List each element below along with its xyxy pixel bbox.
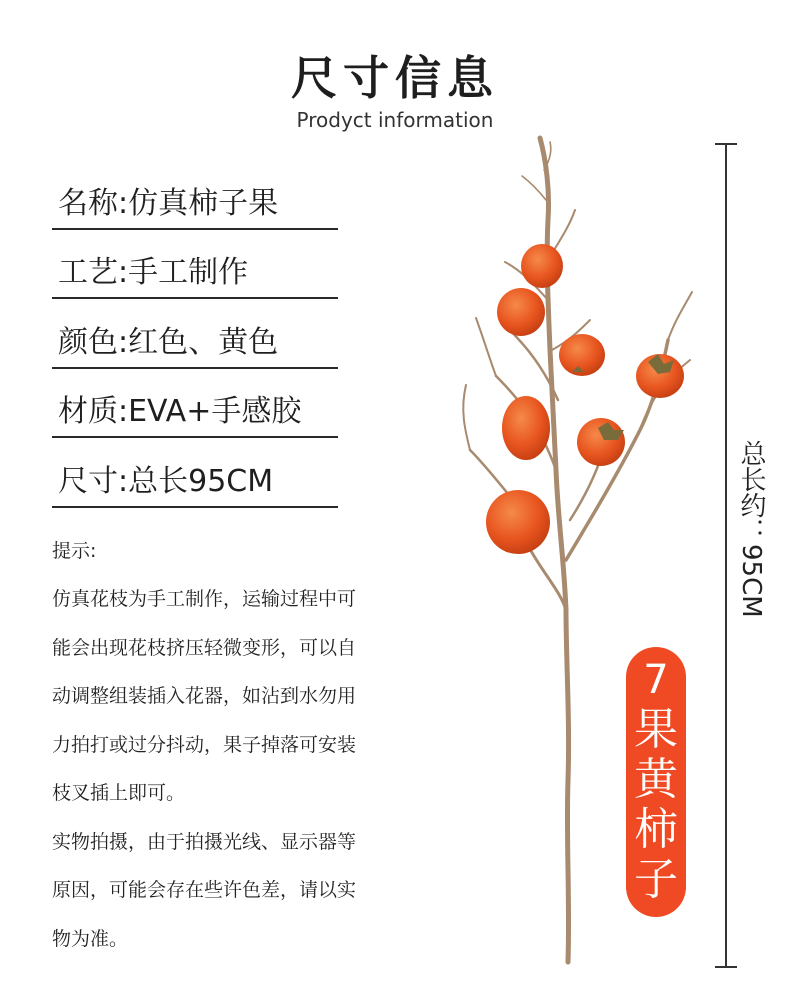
spec-row-name (52, 160, 338, 230)
notes-paragraph-color (52, 818, 452, 964)
spec-row-size (52, 438, 338, 508)
dimension-label-box (733, 440, 767, 640)
dimension-cap-top (715, 143, 737, 145)
spec-material: 材质:EVA+手感胶 (58, 394, 302, 429)
badge-count: 7 (643, 657, 669, 703)
badge-char: 柿 (634, 804, 678, 855)
spec-name: 名称:仿真柿子果 (58, 185, 279, 221)
spec-row-material (52, 369, 338, 439)
note-line: 枝叉插上即可。 (52, 782, 186, 804)
notes-heading: 提示: (52, 540, 97, 562)
spec-color: 颜色:红色、黄色 (58, 324, 279, 360)
badge-char: 黄 (634, 754, 678, 805)
note-line: 力拍打或过分抖动，果子掉落可安装 (52, 733, 357, 756)
badge-char: 子 (634, 854, 678, 905)
note-line: 仿真花枝为手工制作，运输过程中可 (52, 588, 357, 610)
note-line: 能会出现花枝挤压轻微变形，可以自 (52, 636, 357, 659)
spec-craft: 工艺:手工制作 (58, 255, 249, 290)
spec-row-craft (52, 230, 338, 300)
fruit-count-badge (626, 647, 686, 917)
spec-underline (52, 506, 338, 508)
note-line: 物为准。 (52, 927, 129, 950)
note-line: 动调整组装插入花器，如沾到水勿用 (52, 685, 357, 707)
note-line: 原因，可能会存在些许色差，请以实 (52, 879, 357, 901)
spec-row-color (52, 299, 338, 369)
spec-list (52, 160, 338, 508)
badge-char: 果 (634, 704, 678, 755)
dimension-cap-bottom (715, 966, 737, 968)
notes-paragraph-handmade (52, 575, 452, 818)
notes (52, 535, 452, 963)
dimension-line (725, 143, 727, 967)
page-subtitle: Prodyct information (296, 108, 494, 132)
note-line: 实物拍摄，由于拍摄光线、显示器等 (52, 830, 357, 853)
page-title: 尺寸信息 (291, 51, 499, 105)
dimension-label: 总长约：95CM (736, 440, 766, 618)
spec-size: 尺寸:总长95CM (58, 463, 274, 499)
